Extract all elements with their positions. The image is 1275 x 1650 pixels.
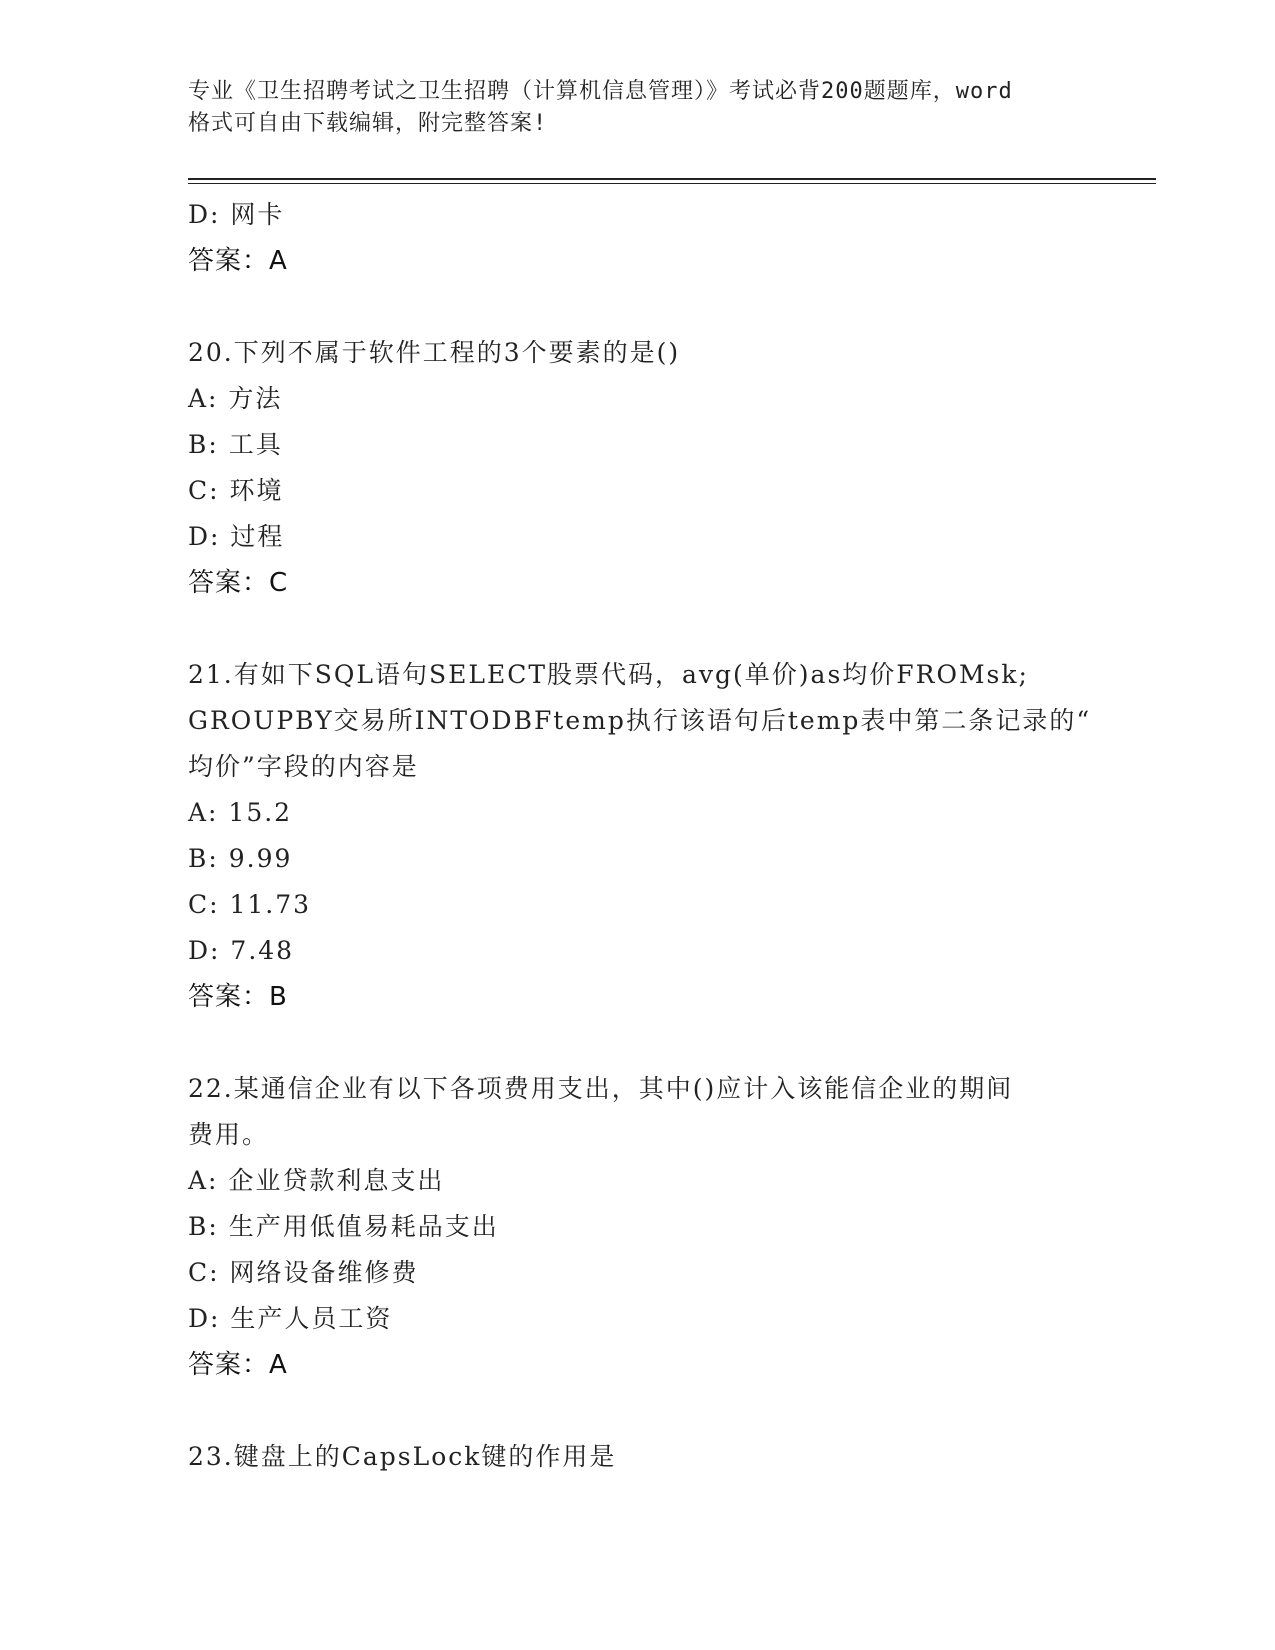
answer: 答案：C bbox=[188, 568, 289, 598]
option-a: A: 方法 bbox=[188, 384, 283, 413]
option-a: A: 15.2 bbox=[188, 798, 293, 827]
previous-question-tail bbox=[188, 192, 1118, 284]
question-21 bbox=[188, 652, 1118, 1020]
question-23 bbox=[188, 1434, 1118, 1480]
question-text-line-2: 费用。 bbox=[188, 1120, 270, 1149]
question-text: 23.键盘上的CapsLock键的作用是 bbox=[188, 1442, 617, 1471]
question-text: 20.下列不属于软件工程的3个要素的是() bbox=[188, 338, 681, 367]
option-b: B: 9.99 bbox=[188, 844, 293, 873]
option-a: A: 企业贷款利息支出 bbox=[188, 1166, 445, 1195]
option-c: C: 11.73 bbox=[188, 890, 312, 919]
header-divider-thin bbox=[188, 183, 1156, 184]
header-divider-thick bbox=[188, 178, 1156, 180]
question-20 bbox=[188, 330, 1118, 606]
header-line-2: 格式可自由下载编辑，附完整答案! bbox=[188, 111, 548, 136]
option-b: B: 工具 bbox=[188, 430, 283, 459]
option-d: D: 生产人员工资 bbox=[188, 1304, 393, 1333]
answer: 答案：B bbox=[188, 982, 288, 1012]
option-c: C: 环境 bbox=[188, 476, 284, 505]
answer: 答案：A bbox=[188, 1350, 288, 1380]
question-text-line-1: 22.某通信企业有以下各项费用支出，其中()应计入该能信企业的期间 bbox=[188, 1074, 1014, 1103]
question-text-line-3: 均价”字段的内容是 bbox=[188, 752, 419, 781]
option-d: D: 过程 bbox=[188, 522, 285, 551]
question-text-line-1: 21.有如下SQL语句SELECT股票代码，avg(单价)as均价FROMsk; bbox=[188, 660, 1029, 689]
option-c: C: 网络设备维修费 bbox=[188, 1258, 419, 1287]
answer: 答案：A bbox=[188, 246, 288, 276]
option-b: B: 生产用低值易耗品支出 bbox=[188, 1212, 499, 1241]
option-d: D: 7.48 bbox=[188, 936, 295, 965]
header-line-1: 专业《卫生招聘考试之卫生招聘（计算机信息管理）》考试必背200题题库，word bbox=[188, 79, 1013, 104]
question-text-line-2: GROUPBY交易所INTODBFtemp执行该语句后temp表中第二条记录的“ bbox=[188, 706, 1092, 735]
question-list bbox=[188, 192, 1118, 1480]
option-d: D: 网卡 bbox=[188, 200, 285, 229]
document-header bbox=[188, 76, 1088, 140]
question-22 bbox=[188, 1066, 1118, 1388]
